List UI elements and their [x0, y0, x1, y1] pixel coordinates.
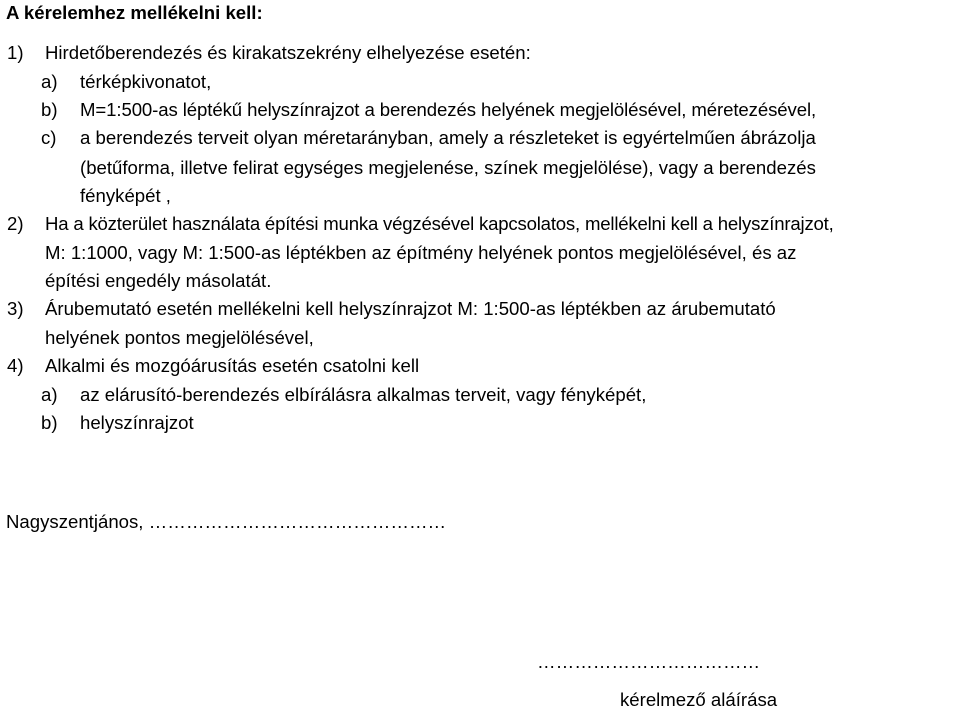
list-marker: 2) — [7, 213, 24, 234]
list-marker: a) — [41, 384, 58, 405]
list-marker: 1) — [7, 42, 24, 63]
list-item-text: Alkalmi és mozgóárusítás esetén csatolni kell — [45, 355, 420, 376]
list-item-text: Ha a közterület használata építési munka végzésével kapcsolatos, mellékelni kell a helyszínrajzot, — [45, 213, 834, 234]
list-item-text: fényképét , — [80, 185, 171, 206]
list-item-text: (betűforma, illetve felirat egységes megjelenése, színek megjelölése), vagy a berendezés — [80, 157, 816, 178]
list-item-text: a berendezés terveit olyan méretarányban, amely a részleteket is egyértelműen ábrázolja — [80, 127, 816, 148]
list-item-text: az elárusító-berendezés elbírálásra alkalmas terveit, vagy fényképét, — [80, 384, 647, 405]
list-item-text: építési engedély másolatát. — [45, 270, 272, 291]
list-marker: 4) — [7, 355, 24, 376]
list-item-text: Árubemutató esetén mellékelni kell helyszínrajzot M: 1:500-as léptékben az árubemutató — [45, 298, 776, 319]
list-marker: b) — [41, 412, 58, 433]
list-marker: a) — [41, 71, 58, 92]
list-item-text: M: 1:1000, vagy M: 1:500-as léptékben az építmény helyének pontos megjelölésével, és az — [45, 242, 797, 263]
list-item-text: M=1:500-as léptékű helyszínrajzot a berendezés helyének megjelölésével, méretezésével, — [80, 99, 817, 120]
list-marker: 3) — [7, 298, 24, 319]
list-item-text: Hirdetőberendezés és kirakatszekrény elhelyezése esetén: — [45, 42, 531, 63]
signature-line: ……………………………… — [537, 651, 761, 672]
list-item-text: helyének pontos megjelölésével, — [45, 327, 314, 348]
signature-label: kérelmező aláírása — [620, 689, 778, 710]
list-item-text: helyszínrajzot — [80, 412, 194, 433]
list-marker: b) — [41, 99, 58, 120]
place-date-line: Nagyszentjános, ………………………………………… — [6, 511, 447, 532]
document-heading: A kérelemhez mellékelni kell: — [6, 2, 263, 23]
list-item-text: térképkivonatot, — [80, 71, 212, 92]
list-marker: c) — [41, 127, 57, 148]
